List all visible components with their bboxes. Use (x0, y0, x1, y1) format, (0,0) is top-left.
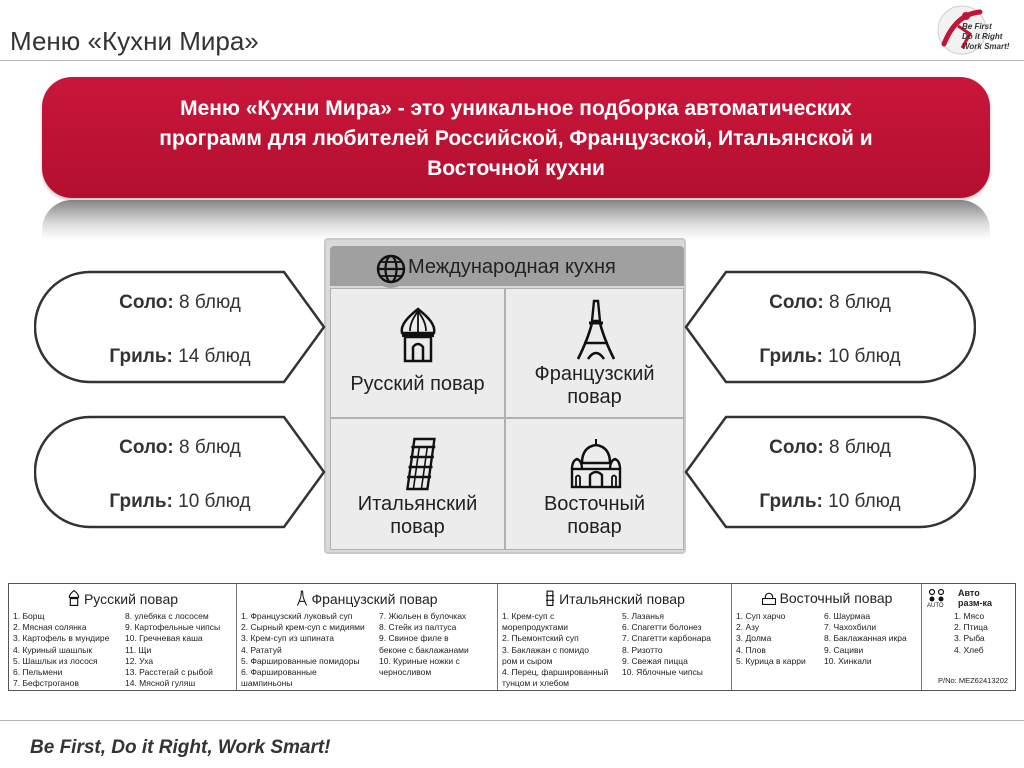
oriental-chef-label-2: повар (567, 516, 622, 538)
italian-chef-button[interactable] (330, 418, 505, 550)
logo-line-3: Work Smart! (962, 42, 1010, 51)
legend-russian (9, 584, 237, 690)
callout-russian (34, 270, 326, 384)
auto-cook-icon (928, 588, 946, 602)
menu-legend (8, 583, 1016, 691)
french-chef-label-2: повар (567, 386, 622, 408)
legend-auto (922, 584, 1016, 690)
legend-oriental-list-1: 1. Суп харчо 2. Азу 3. Долма 4. Плов 5. Курица в карри (736, 611, 806, 666)
eiffel-tower-icon (296, 590, 308, 606)
french-chef-label-1: Французский (534, 363, 655, 385)
legend-italian-list-1: 1. Крем-суп с морепродуктами 2. Пьемонтский суп 3. Баклажан с помидо ром и сыром 4. Перец, фаршированный тунцом и хлебом (502, 611, 609, 689)
auto-badge: AUTO (927, 603, 944, 609)
intro-banner (42, 77, 990, 198)
callout-russian-grill: Гриль: 14 блюд (109, 346, 251, 367)
logo-text (962, 22, 1009, 52)
legend-russian-list-2: 8. улебяка с лососем 9. Картофельные чипсы 10. Гречневая каша 11. Щи 12. Уха 13. Расстегай с рыбой 14. Мясной гуляш (125, 611, 221, 689)
russian-chef-label: Русский повар (350, 373, 485, 395)
legend-auto-header: Авто разм-ка (958, 588, 993, 608)
legend-oriental-header: Восточный повар (732, 590, 921, 606)
french-chef-button[interactable] (505, 288, 684, 418)
onion-dome-icon (67, 590, 81, 606)
legend-russian-header: Русский повар (9, 590, 236, 607)
eiffel-tower-icon (574, 299, 618, 361)
panel-header (330, 246, 684, 286)
page-title: Меню «Кухни Мира» (10, 26, 259, 56)
international-cuisine-panel (324, 238, 686, 554)
logo-line-1: Be First (962, 22, 992, 31)
legend-italian-header: Итальянский повар (498, 590, 731, 607)
legend-oriental-list-2: 6. Шаурмаа 7. Чахохбили 8. Баклажанная икра 9. Сациви 10. Хинкали (824, 611, 907, 666)
legend-french-list-2: 7. Жюльен в булочках 8. Стейк из палтуса 9. Свиное филе в беконе с баклажанами 10. Куриные ножки с черносливом (379, 611, 469, 678)
callout-oriental-grill: Гриль: 10 блюд (759, 491, 901, 512)
leaning-tower-icon (399, 435, 439, 491)
part-number: P/No: MEZ62413202 (938, 676, 1009, 685)
banner-line-3: Восточной кухни (427, 157, 605, 180)
callout-oriental-solo: Соло: 8 блюд (769, 437, 891, 458)
callout-russian-solo: Соло: 8 блюд (119, 292, 241, 313)
logo-line-2: Do it Right (962, 32, 1003, 41)
callout-french-grill: Гриль: 10 блюд (759, 346, 901, 367)
onion-dome-icon (396, 307, 440, 363)
banner-reflection (42, 200, 990, 240)
legend-french-list-1: 1. Французский луковый суп 2. Сырный крем-суп с мидиями 3. Крем-суп из шпината 4. Рататуй 5. Фаршированные помидоры 6. Фаршированные шампиньоны (241, 611, 365, 689)
legend-russian-list-1: 1. Борщ 2. Мясная солянка 3. Картофель в мундире 4. Куриный шашлык 5. Шашлык из лосося 6. Пельмени 7. Бефстроганов (13, 611, 110, 689)
panel-header-label: Международная кухня (408, 256, 616, 278)
legend-auto-list: 1. Мясо 2. Птица 3. Рыба 4. Хлеб (954, 611, 988, 655)
callout-italian-solo: Соло: 8 блюд (119, 437, 241, 458)
callout-french-solo: Соло: 8 блюд (769, 292, 891, 313)
oriental-chef-button[interactable] (505, 418, 684, 550)
globe-icon (370, 248, 412, 290)
mosque-icon (568, 437, 624, 489)
callout-oriental (684, 415, 976, 529)
banner-line-2: программ для любителей Российской, Французской, Итальянской и (159, 127, 873, 150)
legend-oriental (732, 584, 922, 690)
legend-french (237, 584, 498, 690)
callout-italian-grill: Гриль: 10 блюд (109, 491, 251, 512)
legend-italian-list-2: 5. Лазанья 6. Спагетти болонез 7. Спагетти карбонара 8. Ризотто 9. Свежая пицца 10. Яблочные чипсы (622, 611, 712, 678)
mosque-icon (761, 591, 777, 605)
italian-chef-label-2: повар (390, 516, 445, 538)
italian-chef-label-1: Итальянский (357, 493, 478, 515)
oriental-chef-label-1: Восточный (543, 493, 646, 515)
banner-line-1: Меню «Кухни Мира» - это уникальное подборка автоматических (180, 97, 852, 120)
leaning-tower-icon (544, 590, 556, 606)
callout-french (684, 270, 976, 384)
footer-divider (0, 720, 1024, 721)
russian-chef-button[interactable] (330, 288, 505, 418)
title-divider (0, 60, 1024, 61)
footer-slogan: Be First, Do it Right, Work Smart! (30, 737, 331, 758)
callout-italian (34, 415, 326, 529)
legend-italian (498, 584, 732, 690)
legend-french-header: Французский повар (237, 590, 497, 607)
